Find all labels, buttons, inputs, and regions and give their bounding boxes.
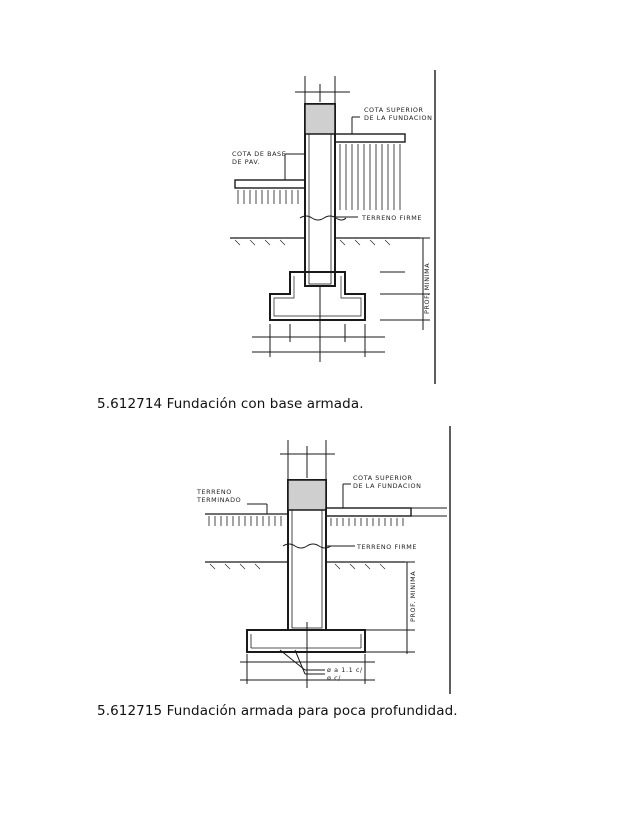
label-cota-de-base: COTA DE BASE: [232, 150, 287, 158]
label-de-la-fundacion: DE LA FUNDACION: [364, 114, 433, 122]
label-prof-minima: PROF. MINIMA: [423, 262, 431, 314]
label-terminado: TERMINADO: [197, 496, 242, 504]
label-cota-superior: COTA SUPERIOR: [364, 106, 424, 114]
label-de-la-fundacion: DE LA FUNDACION: [353, 482, 422, 490]
foundation-drawing-shallow: [185, 422, 455, 694]
label-de-pav: DE PAV.: [232, 158, 261, 166]
label-bar-note-2: ø c/: [327, 674, 342, 682]
label-cota-superior: COTA SUPERIOR: [353, 474, 413, 482]
label-terreno-firme: TERRENO FIRME: [362, 214, 423, 222]
label-terreno-firme: TERRENO FIRME: [357, 543, 418, 551]
label-terreno: TERRENO: [197, 488, 232, 496]
label-bar-note-1: ø a 1.1 c/: [327, 666, 363, 674]
figure-caption: 5.612715 Fundación armada para poca profundidad.: [97, 703, 458, 719]
label-prof-minima: PROF. MINIMA: [409, 570, 417, 622]
figure-caption: 5.612714 Fundación con base armada.: [97, 396, 364, 412]
foundation-drawing-reinforced-base: [190, 62, 450, 384]
